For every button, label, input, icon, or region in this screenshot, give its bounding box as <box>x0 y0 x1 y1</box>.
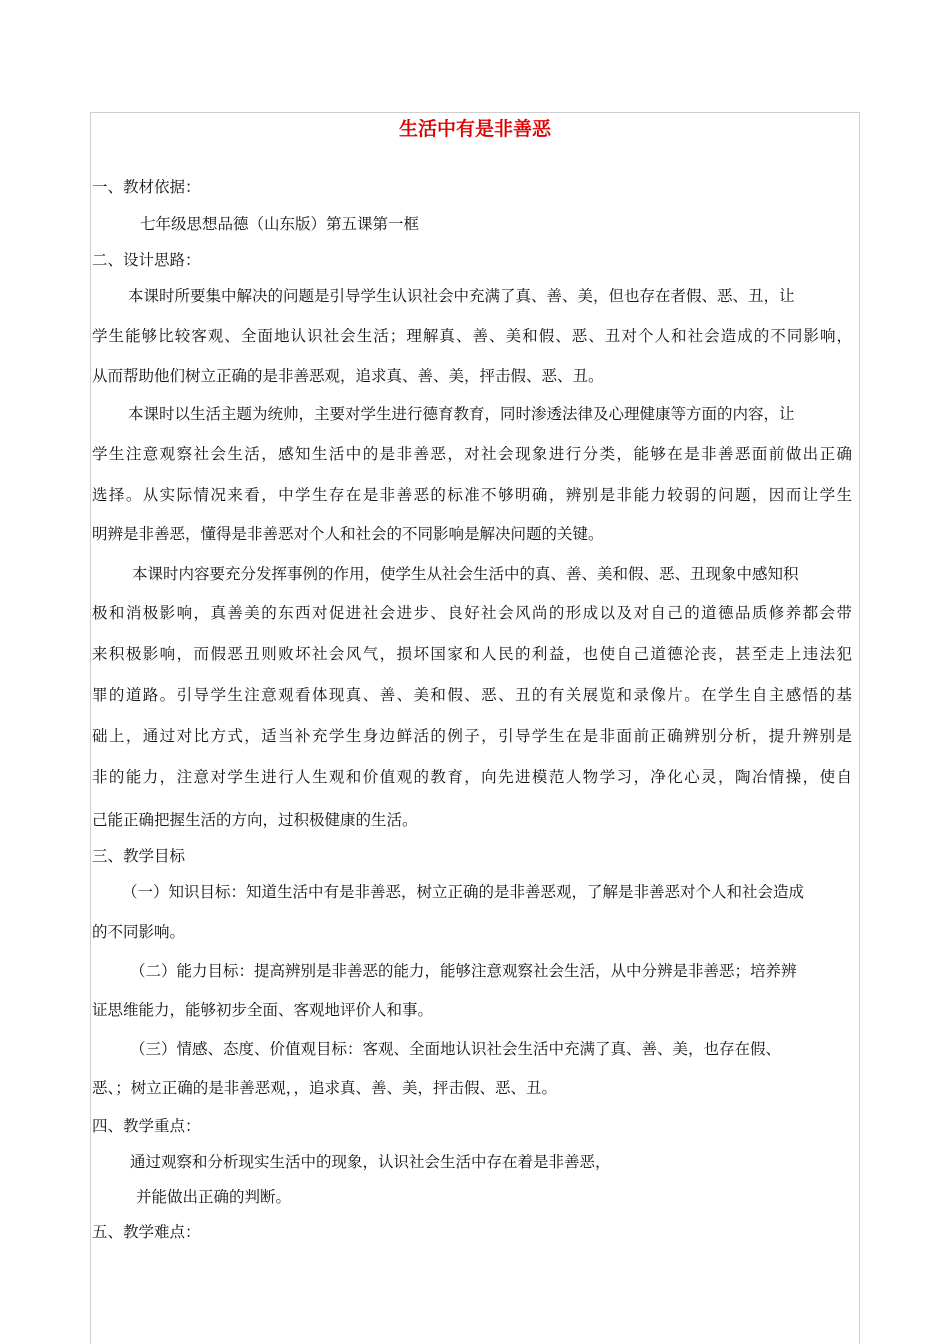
paragraph-line: 本课时以生活主题为统帅，主要对学生进行德育教育，同时渗透法律及心理健康等方面的内容，让 <box>128 405 795 423</box>
paragraph-line: 学生能够比较客观、全面地认识社会生活；理解真、善、美和假、恶、丑对个人和社会造成的不同影响， <box>92 327 852 345</box>
paragraph-line: 来积极影响，而假恶丑则败坏社会风气，损坏国家和人民的利益，也使自己道德沦丧，甚至走上违法犯 <box>92 645 852 663</box>
paragraph-line: 础上，通过对比方式，适当补充学生身边鲜活的例子，引导学生在是非面前正确辨别分析，提升辨别是 <box>92 727 852 745</box>
paragraph-line: 己能正确把握生活的方向，过积极健康的生活。 <box>92 811 418 829</box>
paragraph-line: 选择。从实际情况来看，中学生存在是非善恶的标准不够明确，辨别是非能力较弱的问题，因而让学生 <box>92 486 852 504</box>
objective-line: （二）能力目标：提高辨别是非善恶的能力，能够注意观察社会生活，从中分辨是非善恶；培养辨 <box>130 962 797 980</box>
paragraph-line: 从而帮助他们树立正确的是非善恶观，追求真、善、美，抨击假、恶、丑。 <box>92 367 604 385</box>
section-heading-1: 一、教材依据： <box>92 178 201 196</box>
paragraph-line: 极和消极影响，真善美的东西对促进社会进步、良好社会风尚的形成以及对自己的道德品质修养都会带 <box>92 604 852 622</box>
objective-line: 恶、；树立正确的是非善恶观，，追求真、善、美，抨击假、恶、丑。 <box>92 1079 558 1097</box>
paragraph-line: 罪的道路。引导学生注意观看体现真、善、美和假、恶、丑的有关展览和录像片。在学生自主感悟的基 <box>92 686 852 704</box>
objective-line: （三）情感、态度、价值观目标：客观、全面地认识社会生活中充满了真、善、美，也存在假、 <box>130 1040 782 1058</box>
section-heading-4: 四、教学重点： <box>92 1117 201 1135</box>
paragraph-line: 学生注意观察社会生活，感知生活中的是非善恶，对社会现象进行分类，能够在是非善恶面前做出正确 <box>92 445 852 463</box>
section-heading-5: 五、教学难点： <box>92 1223 201 1241</box>
textbook-reference: 七年级思想品德（山东版）第五课第一框 <box>140 215 420 233</box>
document-title: 生活中有是非善恶 <box>398 118 551 140</box>
paragraph-line: 明辨是非善恶，懂得是非善恶对个人和社会的不同影响是解决问题的关键。 <box>92 525 604 543</box>
key-point-line: 并能做出正确的判断。 <box>136 1188 292 1206</box>
objective-line: （一）知识目标：知道生活中有是非善恶，树立正确的是非善恶观，了解是非善恶对个人和社会造成 <box>122 883 805 901</box>
section-heading-2: 二、设计思路： <box>92 251 201 269</box>
section-heading-3: 三、教学目标 <box>92 847 186 865</box>
objective-line: 的不同影响。 <box>92 923 186 941</box>
paragraph-line: 非的能力，注意对学生进行人生观和价值观的教育，向先进模范人物学习，净化心灵，陶冶情操，使自 <box>92 768 852 786</box>
paragraph-line: 本课时内容要充分发挥事例的作用，使学生从社会生活中的真、善、美和假、恶、丑现象中感知积 <box>132 565 799 583</box>
key-point-line: 通过观察和分析现实生活中的现象，认识社会生活中存在着是非善恶， <box>130 1153 611 1171</box>
objective-line: 证思维能力，能够初步全面、客观地评价人和事。 <box>92 1001 434 1019</box>
paragraph-line: 本课时所要集中解决的问题是引导学生认识社会中充满了真、善、美，但也存在者假、恶、丑，让 <box>128 287 795 305</box>
